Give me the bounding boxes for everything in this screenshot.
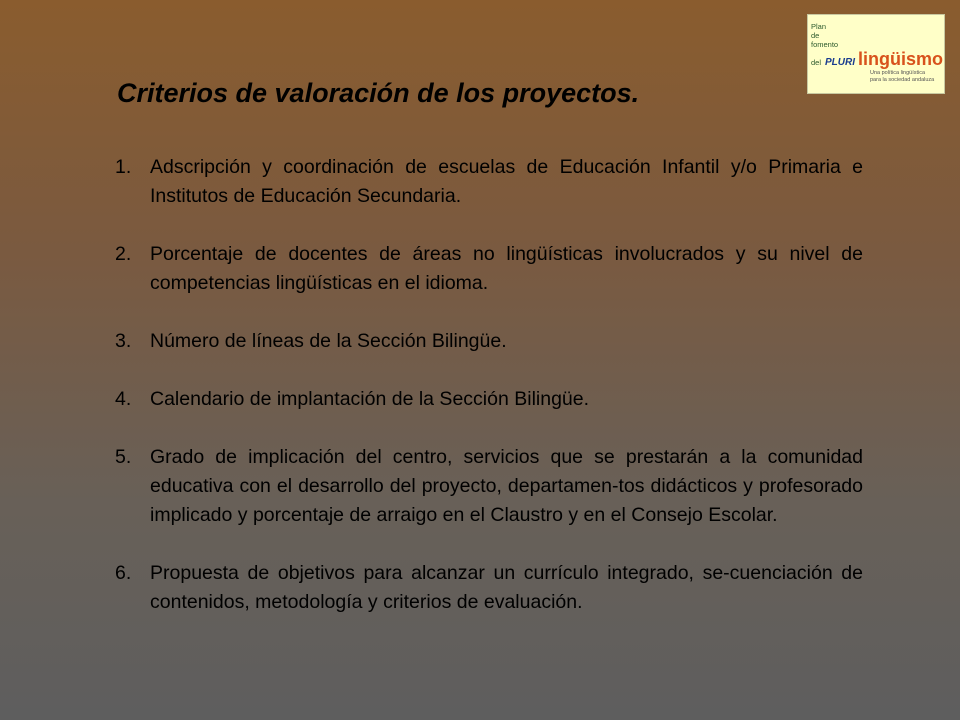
criterion-item <box>115 240 863 298</box>
logo-line-2: de <box>811 31 820 40</box>
logo-line-1: Plan <box>811 22 827 31</box>
slide-title: Criterios de valoración de los proyectos. <box>117 78 640 108</box>
criterion-number: 2. <box>115 243 132 265</box>
criterion-text: Adscripción y coordinación de escuelas de Educación Infantil y/o Primaria e Institutos de Educación Secundaria. <box>150 156 863 207</box>
criterion-item <box>115 153 863 211</box>
criterion-number: 4. <box>115 388 132 410</box>
criterion-item <box>115 327 863 356</box>
criterion-number: 5. <box>115 446 132 468</box>
criterion-text: Propuesta de objetivos para alcanzar un currículo integrado, se-cuenciación de contenidos, metodología y criterios de evaluación. <box>150 562 863 613</box>
plurilinguismo-logo <box>807 14 945 94</box>
criterion-number: 1. <box>115 156 132 178</box>
criterion-number: 6. <box>115 562 132 584</box>
criterion-text: Número de líneas de la Sección Bilingüe. <box>150 330 507 352</box>
plurilinguismo-logo-graphic <box>808 15 945 94</box>
logo-lingu: lingüismo <box>858 49 943 69</box>
criterion-text: Porcentaje de docentes de áreas no lingüísticas involucrados y su nivel de competencias lingüísticas en el idioma. <box>150 243 863 294</box>
logo-tagline-2: para la sociedad andaluza <box>870 77 935 83</box>
logo-line-3: fomento <box>811 40 839 49</box>
logo-pluri: PLURI <box>825 57 855 68</box>
criterion-text: Calendario de implantación de la Sección Bilingüe. <box>150 388 590 410</box>
criterion-item <box>115 385 863 414</box>
criterion-item <box>115 443 863 530</box>
logo-line-4: del <box>811 58 822 67</box>
criterion-number: 3. <box>115 330 132 352</box>
criteria-list <box>115 153 863 617</box>
criterion-item <box>115 559 863 617</box>
criterion-text: Grado de implicación del centro, servicios que se prestarán a la comunidad educativa con el desarrollo del proyecto, departamen-tos didácticos y profesorado implicado y porcentaje de arraigo en el Claustro y en el Consejo Escolar. <box>150 446 863 526</box>
logo-tagline-1: Una política lingüística <box>870 70 926 76</box>
